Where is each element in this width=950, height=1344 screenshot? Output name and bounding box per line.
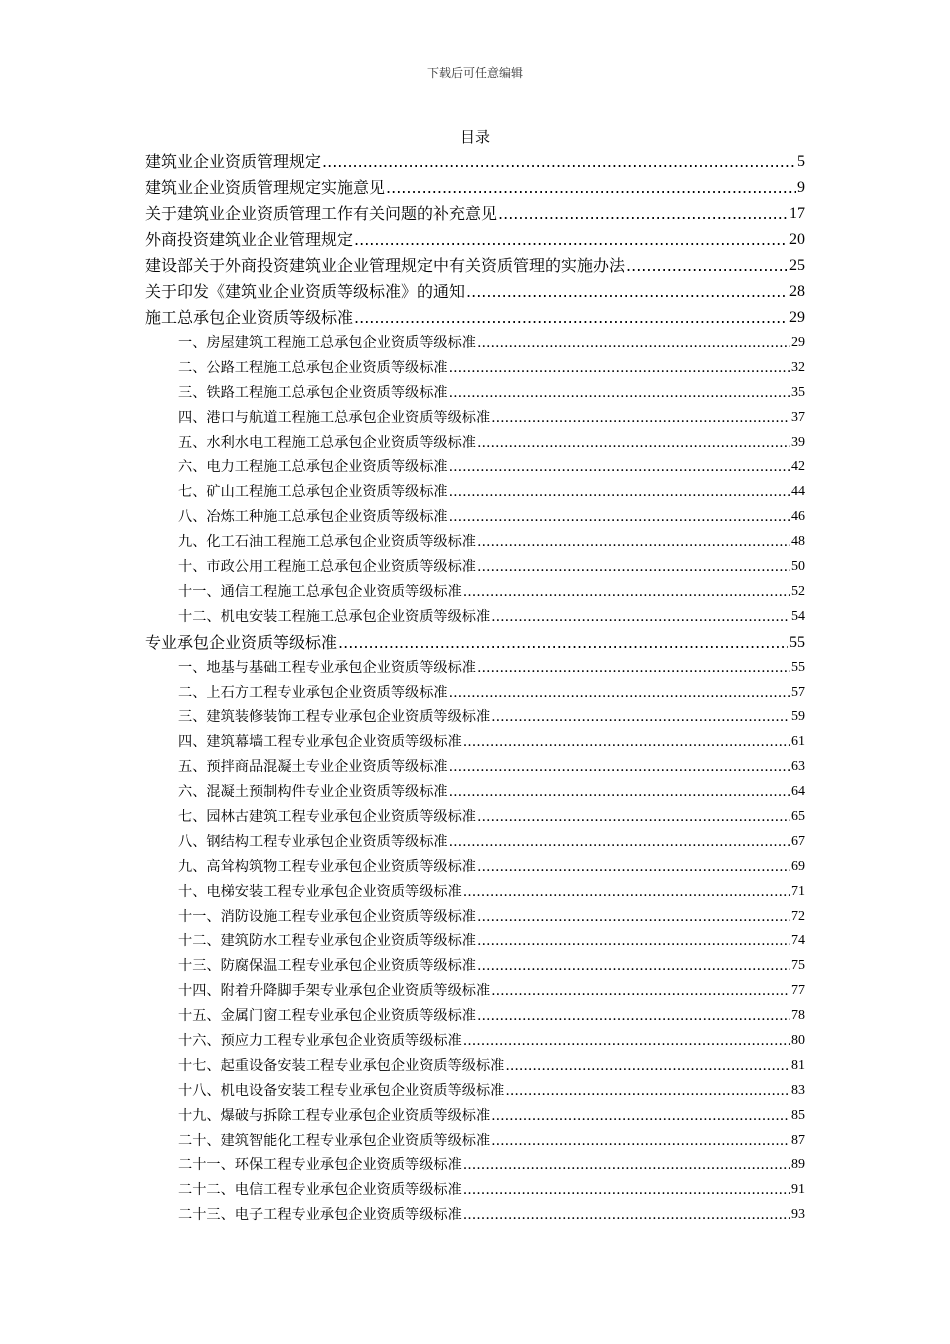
toc-entry-title: 二十、建筑智能化工程专业承包企业资质等级标准 [178,1132,491,1149]
toc-entry[interactable] [145,1054,805,1079]
toc-entry-title: 十五、金属门窗工程专业承包企业资质等级标准 [178,1008,476,1025]
toc-entry-title: 十四、附着升降脚手架专业承包企业资质等级标准 [178,983,491,1000]
toc-dot-leader [477,805,790,830]
toc-dot-leader [463,1203,790,1228]
toc-dot-leader [477,905,790,930]
toc-page-number: 93 [791,1207,805,1223]
toc-entry-title: 十、电梯安装工程专业承包企业资质等级标准 [178,883,462,900]
toc-entry-title: 五、预拌商品混凝土专业企业资质等级标准 [178,759,448,776]
toc-entry[interactable] [145,730,805,755]
toc-entry[interactable] [145,1178,805,1203]
toc-entry-title: 十二、建筑防水工程专业承包企业资质等级标准 [178,933,476,950]
toc-dot-leader [322,149,796,175]
toc-page-number: 20 [789,231,805,248]
toc-entry[interactable] [145,880,805,905]
toc-entry[interactable] [145,605,805,630]
toc-page-number: 72 [791,908,805,924]
toc-entry[interactable] [145,1203,805,1228]
toc-entry[interactable] [145,681,805,706]
toc-page-number: 57 [791,684,805,700]
toc-page-number: 5 [797,153,805,170]
toc-page-number: 87 [791,1132,805,1148]
toc-dot-leader [477,929,790,954]
toc-entry[interactable] [145,905,805,930]
toc-page-number: 42 [791,459,805,475]
toc-dot-leader [449,356,790,381]
toc-entry-title: 六、混凝土预制构件专业企业资质等级标准 [178,784,448,801]
toc-entry-title: 建设部关于外商投资建筑业企业管理规定中有关资质管理的实施办法 [145,256,626,275]
toc-entry-title: 十、市政公用工程施工总承包企业资质等级标准 [178,559,476,575]
toc-entry[interactable] [145,175,805,201]
toc-dot-leader [491,979,790,1004]
toc-entry-title: 十一、通信工程施工总承包企业资质等级标准 [178,583,462,600]
toc-dot-leader [463,1154,790,1179]
toc-page-number: 81 [791,1057,805,1073]
toc-entry-title: 八、冶炼工种施工总承包企业资质等级标准 [178,509,448,526]
toc-entry-title: 施工总承包企业资质等级标准 [145,308,354,327]
toc-entry[interactable] [145,279,805,305]
toc-entry[interactable] [145,1129,805,1154]
toc-entry[interactable] [145,705,805,730]
toc-dot-leader [466,279,788,305]
toc-dot-leader [354,305,788,331]
toc-page-number: 37 [791,409,805,425]
toc-dot-leader [477,431,790,456]
toc-dot-leader [491,1104,790,1129]
toc-dot-leader [386,175,796,201]
toc-dot-leader [463,1178,790,1203]
toc-page-number: 69 [791,858,805,874]
toc-dot-leader [449,455,790,480]
toc-entry[interactable] [145,780,805,805]
toc-entry-title: 二十三、电子工程专业承包企业资质等级标准 [178,1207,462,1224]
toc-entry-title: 三、铁路工程施工总承包企业资质等级标准 [178,384,448,401]
toc-entry-title: 九、化工石油工程施工总承包企业资质等级标准 [178,534,476,551]
toc-entry-title: 五、水利水电工程施工总承包企业资质等级标准 [178,434,476,451]
toc-entry-title: 关于印发《建筑业企业资质等级标准》的通知 [145,282,466,301]
toc-dot-leader [449,780,790,805]
toc-title: 目录 [459,128,490,146]
toc-entry[interactable] [145,656,805,681]
toc-page-number: 78 [791,1008,805,1024]
toc-entry[interactable] [145,305,805,331]
toc-entry-title: 十九、爆破与拆除工程专业承包企业资质等级标准 [178,1107,491,1124]
toc-dot-leader [505,1079,790,1104]
toc-dot-leader [477,954,790,979]
toc-page-number: 29 [791,334,805,350]
toc-dot-leader [449,505,790,530]
toc-entry[interactable] [145,755,805,780]
toc-entry[interactable] [145,1029,805,1054]
toc-page-number: 17 [789,205,805,222]
toc-dot-leader [463,730,790,755]
toc-dot-leader [463,880,790,905]
toc-dot-leader [477,555,790,580]
toc-entry[interactable] [145,805,805,830]
toc-entry-title: 一、地基与基础工程专业承包企业资质等级标准 [178,659,476,676]
toc-page-number: 44 [791,484,805,500]
toc-dot-leader [477,331,790,356]
toc-page-number: 25 [789,257,805,274]
toc-dot-leader [449,755,790,780]
toc-page-number: 91 [791,1182,805,1198]
toc-entry[interactable] [145,954,805,979]
toc-entry[interactable] [145,1079,805,1104]
toc-dot-leader [491,1129,790,1154]
toc-entry-title: 外商投资建筑业企业管理规定 [145,230,354,249]
toc-page-number: 39 [791,434,805,450]
toc-entry-title: 六、电力工程施工总承包企业资质等级标准 [178,459,448,476]
toc-dot-leader [498,201,788,227]
toc-entry-title: 十六、预应力工程专业承包企业资质等级标准 [178,1033,462,1050]
toc-entry[interactable] [145,929,805,954]
toc-entry-title: 关于建筑业企业资质管理工作有关问题的补充意见 [145,204,498,223]
toc-entry[interactable] [145,431,805,456]
toc-entry-title: 九、高耸构筑物工程专业承包企业资质等级标准 [178,858,476,875]
toc-entry-title: 二十二、电信工程专业承包企业资质等级标准 [178,1182,462,1199]
toc-page-number: 55 [789,633,805,651]
toc-dot-leader [463,1029,790,1054]
toc-dot-leader [505,1054,790,1079]
toc-entry-title: 三、建筑装修装饰工程专业承包企业资质等级标准 [178,709,491,726]
toc-page-number: 77 [791,983,805,999]
toc-entry[interactable] [145,1004,805,1029]
toc-dot-leader [491,705,790,730]
toc-entry-title: 建筑业企业资质管理规定 [145,152,322,171]
toc-entry-title: 二、公路工程施工总承包企业资质等级标准 [178,359,448,376]
toc-page-number: 54 [791,608,805,624]
toc-entry[interactable] [145,580,805,605]
toc-dot-leader [449,681,790,706]
toc-entry[interactable] [145,253,805,279]
toc-entry[interactable] [145,630,805,656]
toc-entry-title: 二十一、环保工程专业承包企业资质等级标准 [178,1157,462,1174]
toc-entry[interactable] [145,406,805,431]
toc-entry-title: 八、钢结构工程专业承包企业资质等级标准 [178,833,448,850]
toc-page-number: 75 [791,958,805,974]
toc-entry-title: 十七、起重设备安装工程专业承包企业资质等级标准 [178,1057,505,1074]
toc-page-number: 48 [791,534,805,550]
toc-entry-title: 七、矿山工程施工总承包企业资质等级标准 [178,484,448,501]
toc-dot-leader [477,656,790,681]
toc-entry[interactable] [145,1104,805,1129]
toc-entry-title: 建筑业企业资质管理规定实施意见 [145,178,386,197]
toc-page-number: 35 [791,384,805,400]
toc-entry-title: 四、建筑幕墙工程专业承包企业资质等级标准 [178,734,462,751]
toc-entry[interactable] [145,530,805,555]
toc-entry[interactable] [145,505,805,530]
toc-page-number: 50 [791,559,805,574]
toc-page-number: 55 [791,659,805,675]
toc-entry-title: 二、上石方工程专业承包企业资质等级标准 [178,684,448,701]
toc-entry[interactable] [145,381,805,406]
page-header: 下载后可任意编辑 [426,66,523,80]
toc-dot-leader [477,1004,790,1029]
toc-entry[interactable] [145,356,805,381]
toc-page-number: 52 [791,583,805,599]
toc-entry[interactable] [145,830,805,855]
toc-page-number: 80 [791,1033,805,1049]
toc-dot-leader [449,381,790,406]
toc-page-number: 61 [791,734,805,750]
toc-page-number: 89 [791,1157,805,1173]
toc-page-number: 64 [791,784,805,800]
toc-dot-leader [477,855,790,880]
toc-page-number: 74 [791,933,805,949]
toc-entry-title: 专业承包企业资质等级标准 [145,632,338,652]
toc-dot-leader [449,830,790,855]
toc-dot-leader [338,630,788,656]
toc-entry[interactable] [145,855,805,880]
toc-entry-title: 十二、机电安装工程施工总承包企业资质等级标准 [178,608,491,625]
toc-page-number: 67 [791,833,805,849]
toc-page-number: 9 [797,179,805,196]
toc-dot-leader [463,580,790,605]
toc-entry[interactable] [145,227,805,253]
toc-entry-title: 十三、防腐保温工程专业承包企业资质等级标准 [178,958,476,975]
toc-page-number: 29 [789,309,805,326]
toc-page-number: 71 [791,883,805,899]
table-of-contents [145,149,805,1228]
toc-dot-leader [449,480,790,505]
toc-page-number: 28 [789,283,805,300]
toc-entry[interactable] [145,455,805,480]
toc-entry[interactable] [145,1154,805,1179]
toc-page-number: 46 [791,509,805,525]
toc-entry[interactable] [145,149,805,175]
toc-entry-title: 一、房屋建筑工程施工总承包企业资质等级标准 [178,334,476,351]
toc-entry[interactable] [145,201,805,227]
toc-page-number: 32 [791,359,805,375]
toc-dot-leader [354,227,788,253]
toc-dot-leader [477,530,790,555]
toc-entry[interactable] [145,979,805,1004]
toc-entry[interactable] [145,555,805,580]
toc-page-number: 63 [791,759,805,775]
toc-entry[interactable] [145,480,805,505]
toc-page-number: 59 [791,709,805,725]
toc-page-number: 65 [791,809,805,825]
toc-entry-title: 十八、机电设备安装工程专业承包企业资质等级标准 [178,1082,505,1099]
toc-page-number: 85 [791,1107,805,1123]
toc-entry-title: 四、港口与航道工程施工总承包企业资质等级标准 [178,409,491,426]
toc-entry-title: 七、园林古建筑工程专业承包企业资质等级标准 [178,809,476,826]
toc-page-number: 83 [791,1082,805,1098]
toc-entry[interactable] [145,331,805,356]
toc-dot-leader [491,605,790,630]
toc-entry-title: 十一、消防设施工程专业承包企业资质等级标准 [178,908,476,925]
toc-dot-leader [491,406,790,431]
toc-dot-leader [626,253,788,279]
